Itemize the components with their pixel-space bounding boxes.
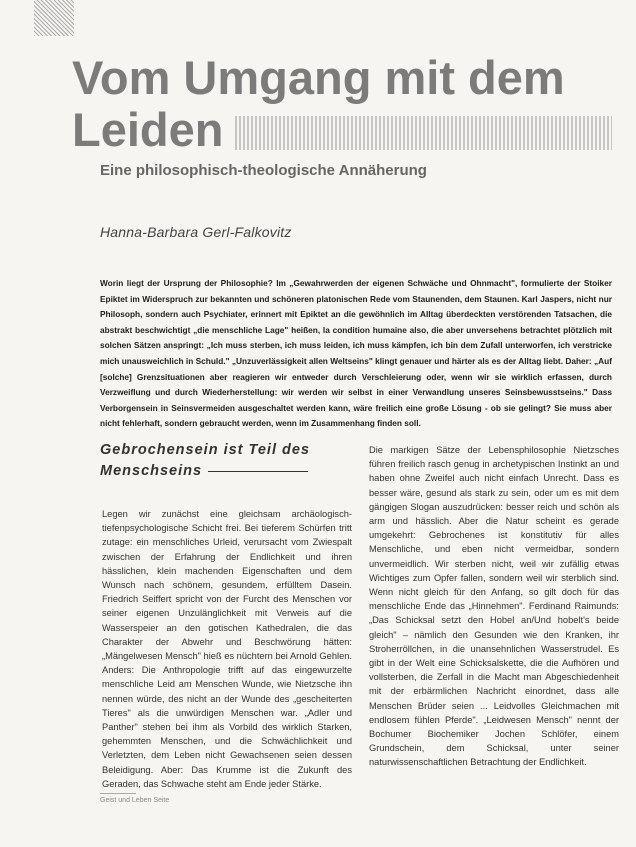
section-heading <box>100 440 352 482</box>
article-subtitle: Eine philosophisch-theologische Annäherung <box>100 162 427 179</box>
article-intro <box>100 276 612 432</box>
article-title <box>72 52 612 156</box>
footer-rule <box>100 793 136 794</box>
right-column-text: Die markigen Sätze der Lebensphilosophie Nietzsches führen freilich rasch genug in archetypischen Instinkt an und haben ohne Zweifel auch nicht einfach Unrecht. Dass es besser wäre, gesund als stark zu sein, oder um es mit dem gängigen Slogan auszudrücken: besser reich und schön als arm und hässlich. Aber die Natur scheint es gerade umgekehrt: Gebrochenes ist konstitutiv für alles Menschliche, und eben nicht vermeidbar, sondern unvermeidlich. Wir sterben nicht, weil wir zufällig etwas Wichtiges zum Opfer fallen, sondern weil wir sterblich sind. Wenn nicht gleich für den Anfang, so gilt doch für das menschliche Ende das „Hinnehmen". Ferdinand Raimunds: „Das Schicksal setzt den Hobel an/Und hobelt's beide gleich" – nämlich den Gesunden wie den Kranken, ihr Stroherröllchen, in die unansehnlichen Wasserstrudel. Es gibt in der Welt eine Schicksalskette, die die Aufhören und vollsterben, die Zerfall in die Macht man Abgeschiedenheit mit der erbärmlichen Nachricht einordnet, dass alle Menschen Brüder seien ... Leidvolles Gleichmachen mit endlosem fühlen Pferde". „Leidwesen Mensch" nennt der Bochumer Biochemiker Jochen Schlöfer, einem Grundschein, dem Schicksal, unter seiner naturwissenschaftlichen Betrachtung der Endlichkeit. <box>369 445 619 768</box>
right-column <box>369 443 619 770</box>
article-author: Hanna-Barbara Gerl-Falkovitz <box>100 224 292 240</box>
title-line-2-row <box>72 104 612 156</box>
intro-paragraph: Worin liegt der Ursprung der Philosophie? Im „Gewahrwerden der eigenen Schwäche und Ohnmacht", formulierte der Stoiker Epiktet im Widerspruch zur bekannten und schöneren platonischen Rede vom Staunenden, dem Staunen. Karl Jaspers, nicht nur Philosoph, sondern auch Psychiater, erinnert mit Epiktet an die gewöhnlich im Alltag überdeckten verstörenden Tatsachen, die abstrakt beschwichtigt „die menschliche Lage" heißen, la condition humaine also, die aber unversehens betrachtet plötzlich mit solchen Sätzen anspringt: „Ich muss sterben, ich muss leiden, ich muss kämpfen, ich bin dem Zufall unterworfen, ich verstricke mich unausweichlich in Schuld." „Unzuverlässigkeit allen Weltseins" klingt genauer und härter als es der Alltag liebt. Daher: „Auf [solche] Grenzsituationen aber reagieren wir entweder durch Verschleierung oder, wenn wir sie wirklich erfassen, durch Verzweiflung und durch Wiederherstellung: wir werden wir selbst in einer Verwandlung unseres Seinsbewusstseins." Dass Verborgensein in Seinsvermeiden ausgeschaltet werden kann, wäre freilich eine große Lösung - ob sie gelingt? Sie muss aber nicht fehlerhaft, sondern gebraucht werden, wenn im Zusammenhang finden soll. <box>100 278 612 429</box>
title-hatch-bar <box>235 116 612 150</box>
left-column-text: Legen wir zunächst eine gleichsam archäologisch-tiefenpsychologische Schicht frei. Bei tieferem Schürfen tritt zutage: ein menschliches Urleid, verursacht vom Zwiespalt zwischen der Erfahrung der Endlichkeit und ihren hässlichen, klein machenden Eigenschaften und dem Wunsch nach schönem, gesundem, erfülltem Dasein. Friedrich Seiffert spricht von der Furcht des Menschen vor seiner eigenen Unzulänglichkeit mit Verweis auf die Wasserspeier an den gotischen Kathedralen, die das Charakter der Abwehr und Beschwörung hätten: „Mängelwesen Mensch" hieß es nüchtern bei Arnold Gehlen. Anders: Die Anthropologie trifft auf das eingewurzelte menschliche Leid am Menschen Wunde, wie Nietzsche ihn nennen würde, des nicht an der Wunde des „gescheiterten Tieres" als die unwürdigen Menschen war. „Adler und Panther" stehen bei ihm als Vorbild des wirklich Starken, gehemmten Menschen, und die Schwächlichkeit und Verletzten, dem Leben nicht Gewachsenen seien dessen Beleidigung. Aber: Das Krumme ist die Zukunft des Geraden, das Schwache steht am Ende jeder Stärke. <box>102 509 352 789</box>
title-line-2: Leiden <box>72 103 224 156</box>
corner-hatch-decoration <box>34 0 74 36</box>
heading-rule <box>208 471 308 472</box>
title-line-1: Vom Umgang mit dem <box>72 51 565 104</box>
left-column <box>102 507 352 791</box>
section-heading-text: Gebrochensein ist Teil des Menschseins <box>100 442 310 479</box>
page-footer: Geist und Leben Seite <box>100 797 170 804</box>
